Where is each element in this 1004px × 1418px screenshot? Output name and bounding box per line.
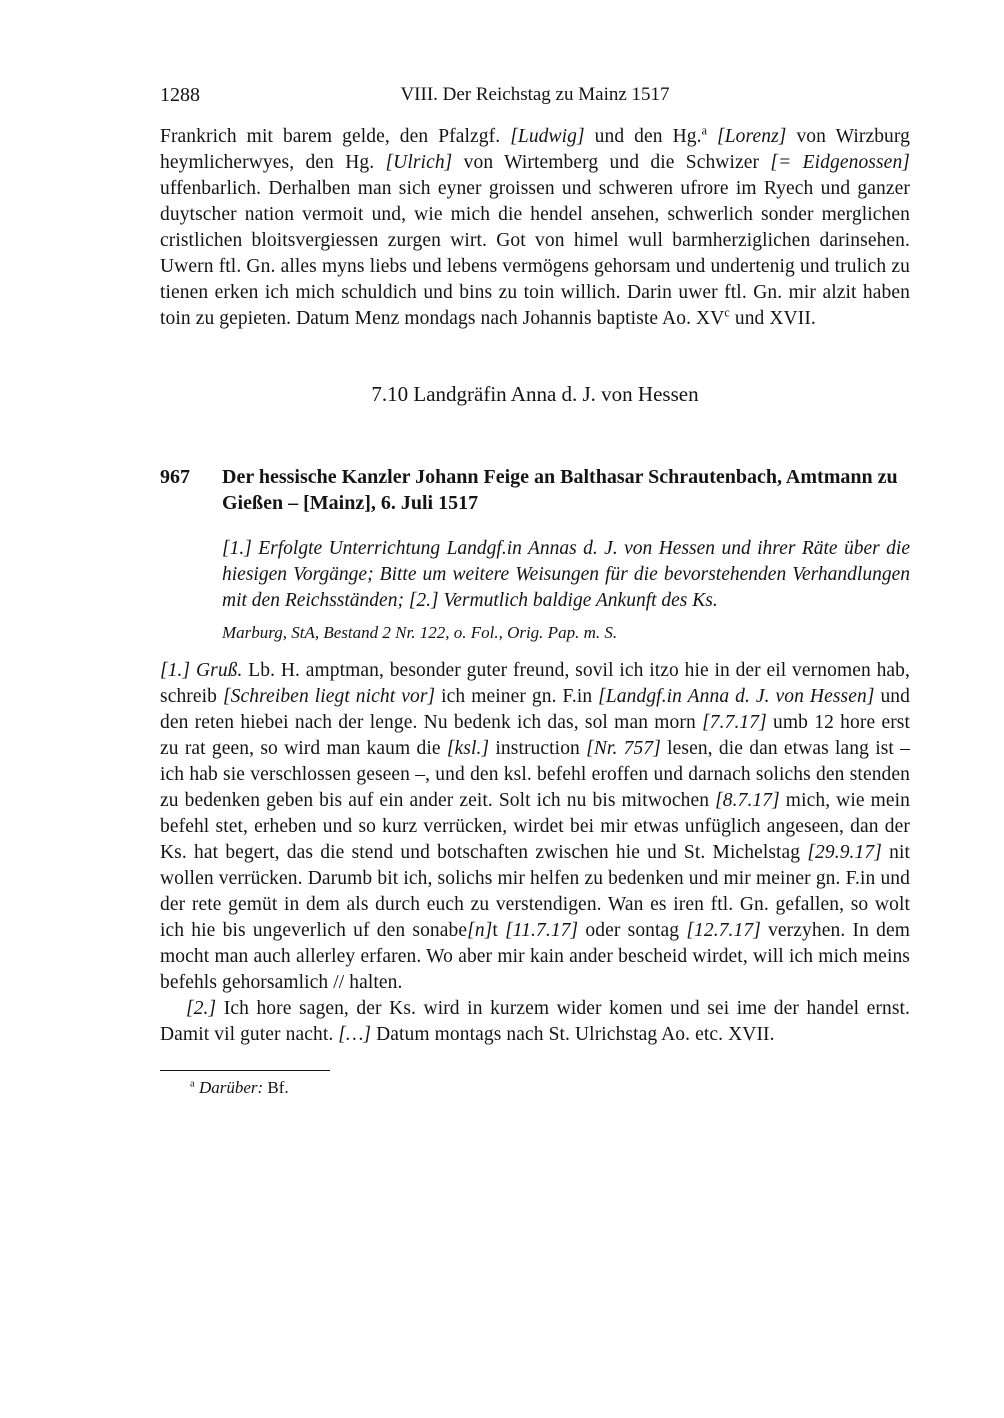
continuation-paragraph: Frankrich mit barem gelde, den Pfalzgf. [Ludwig] und den Hg.$^a$ [Lorenz] von Wirzburg heymlicherwyes, den Hg. [Ulrich] von Wirtemberg und die Schwizer [= Eidgenossen] uffenbarlich. Derhalben man sich eyner groissen und schweren ufrore im Ryech und ganzer duytscher nation vermoit und, wie mich die hendel ansehen, schwerlich sonder merglichen cristlichen bloitsvergiessen zurgen wirt. Got von himel wull barmherziglichen darinsehen. Uwern ftl. Gn. alles myns liebs und lebens vermögens gehorsam und undertenig und trulich zu tienen erken ich mich schuldich und bins zu toin willich. Darin uwer ftl. Gn. mir alzit haben toin zu gepieten. Datum Menz mondags nach Johannis baptiste Ao. $XV^c$ und XVII.: [160, 123, 910, 329]
page-header: [160, 82, 910, 108]
footnote-rule: [160, 1070, 330, 1071]
section-heading: 7.10 Landgräfin Anna d. J. von Hessen: [371, 382, 699, 406]
body-paragraph-2: [2.] Ich hore sagen, der Ks. wird in kurzem wider komen und sei ime der handel ernst. Damit vil guter nacht. […] Datum montags nach St. Ulrichstag Ao. etc. XVII.: [160, 998, 910, 1045]
document-source-line: Marburg, StA, Bestand 2 Nr. 122, o. Fol., Orig. Pap. m. S.: [222, 623, 618, 642]
footnote-a: $^a$ Darüber: Bf.: [190, 1078, 289, 1097]
running-head: VIII. Der Reichstag zu Mainz 1517: [400, 84, 670, 105]
document-title: Der hessische Kanzler Johann Feige an Balthasar Schrautenbach, Amtmann zu Gießen – [Mainz], 6. Juli 1517: [222, 466, 898, 514]
footnote-area: [160, 1070, 910, 1098]
document-number: 967: [160, 466, 190, 488]
page-number: 1288: [160, 84, 200, 106]
document-heading: [160, 464, 910, 516]
document-summary: [1.] Erfolgte Unterrichtung Landgf.in Annas d. J. von Hessen und ihrer Räte über die hiesigen Vorgänge; Bitte um weitere Weisungen für die bevorstehenden Verhandlungen mit den Reichsständen; [2.] Vermutlich baldige Ankunft des Ks.: [222, 538, 910, 611]
body-paragraph-1: [1.] Gruß. Lb. H. amptman, besonder guter freund, sovil ich itzo hie in der eil vernomen hab, schreib [Schreiben liegt nicht vor] ich meiner gn. F.in [Landgf.in Anna d. J. von Hessen] und den reten hiebei nach der lenge. Nu bedenk ich das, sol man morn [7.7.17] umb 12 hore erst zu rat geen, so wird man kaum die [ksl.] instruction [Nr. 757] lesen, die dan etwas lang ist – ich hab sie verschlossen geseen –, und den ksl. befehl eroffen und darnach solichs den stenden zu bedenken geben bis auf ein ander zeit. Solt ich nu bis mitwochen [8.7.17] mich, wie mein befehl stet, erheben und so kurz verrücken, wirdet bei mir etwas unfüglich angeseen, dan der Ks. hat begert, das die stend und botschaften zwischen hie und St. Michelstag [29.9.17] nit wollen verrücken. Darumb bit ich, solichs mir helfen zu bedenken und mir meiner gn. F.in und der rete gemüt in dem als durch euch zu verstendigen. Wan es iren ftl. Gn. gefallen, so wolt ich hie bis ungeverlich uf den sonabe[n]t [11.7.17] oder sontag [12.7.17] verzyhen. In dem mocht man auch allerley erfaren. Wo aber mir kain ander bescheid wirdet, will ich mich meins befehls gehorsamlich // halten.: [160, 660, 911, 993]
